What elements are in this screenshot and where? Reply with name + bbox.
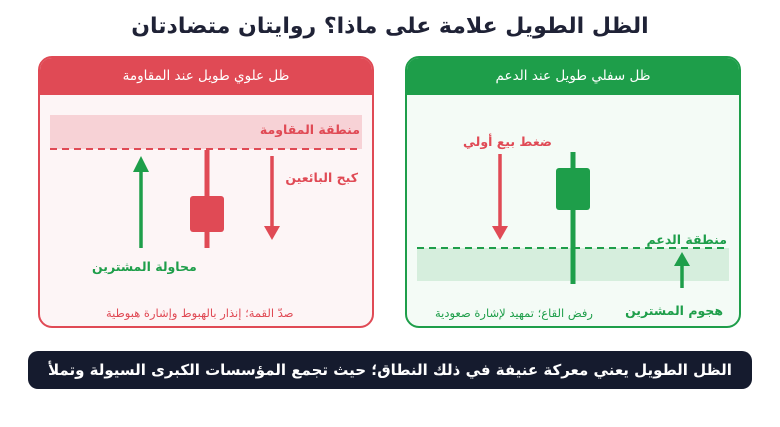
initial-selling-label: ضغط بيع أولي [463, 134, 552, 149]
support-diagram [407, 58, 741, 328]
initial-selling-arrowhead [492, 226, 508, 240]
support-panel-header: ظل سفلي طويل عند الدعم [407, 58, 739, 95]
resistance-panel-header: ظل علوي طويل عند المقاومة [40, 58, 372, 95]
support-panel [405, 56, 741, 328]
sellers-arrowhead [264, 226, 280, 240]
candle-body [190, 196, 224, 232]
buyers-attempt-label: محاولة المشترين [92, 259, 197, 274]
support-caption: رفض القاع؛ تمهيد لإشارة صعودية [435, 306, 593, 320]
candle-body [556, 168, 590, 210]
buyers-attempt-arrowhead [133, 156, 149, 172]
page-title: الظل الطويل علامة على ماذا؟ روايتان متضادتان [131, 14, 649, 39]
resistance-panel [38, 56, 374, 328]
resistance-caption: صدّ القمة؛ إنذار بالهبوط وإشارة هبوطية [106, 306, 294, 320]
buyers-attack-label: هجوم المشترين [625, 303, 723, 318]
summary-banner: الظل الطويل يعني معركة عنيفة في ذلك النطاق؛ حيث تجمع المؤسسات الكبرى السيولة وتملأ أوامرها [28, 351, 752, 389]
sellers-restraint-label: كبح البائعين [285, 170, 358, 185]
resistance-zone-label: منطقة المقاومة [259, 122, 360, 137]
resistance-diagram [40, 58, 374, 328]
support-zone-label: منطقة الدعم [646, 232, 727, 247]
